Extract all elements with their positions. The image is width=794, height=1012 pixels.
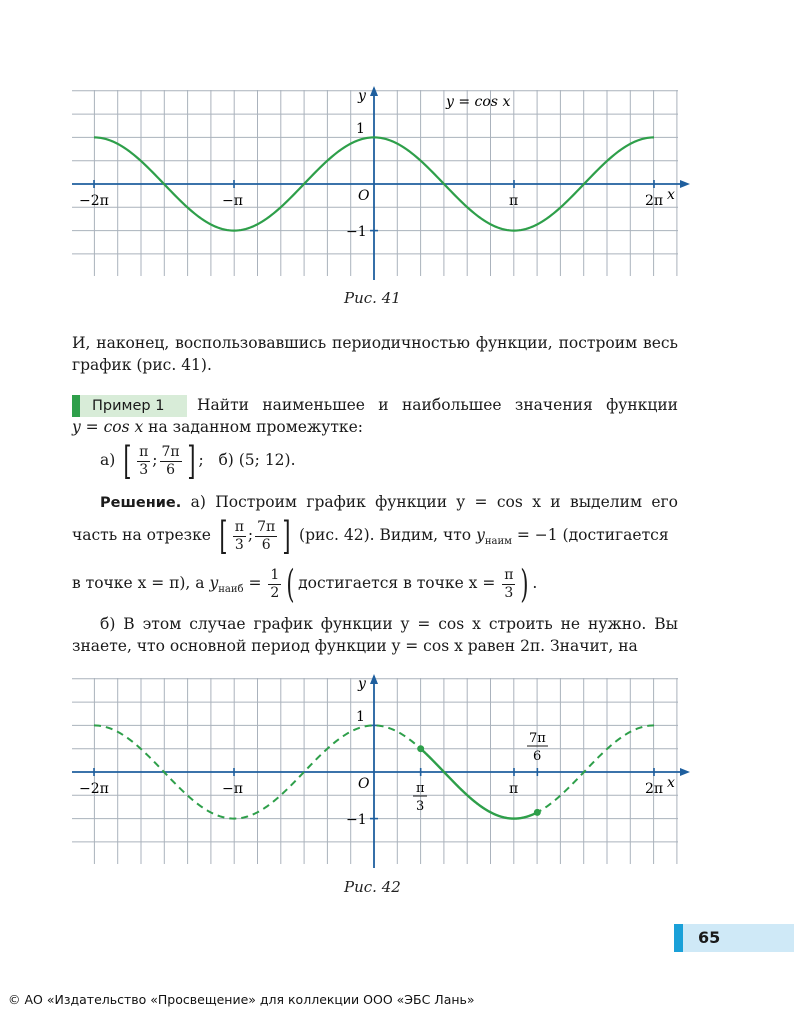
xtick-neg2pi: −2π	[79, 193, 109, 209]
axis-labels	[79, 676, 675, 828]
figure-41-caption: Рис. 41	[344, 289, 401, 307]
page-number-tab	[674, 924, 794, 952]
example-items: а) [ $\frac{\pi}{3}$ ; $\frac{7\pi}{6}$ ] ; б) (5; 12).	[100, 439, 296, 483]
cosine-curve-highlighted	[421, 749, 538, 819]
xtick-negpi: −π	[222, 781, 243, 797]
frac-7pi-6: $\frac{7\pi}{6}$	[161, 443, 180, 478]
point-7pi-6	[534, 809, 541, 816]
xtick-negpi: −π	[222, 193, 243, 209]
point-pi-3	[417, 745, 424, 752]
x-axis-label: x	[667, 187, 675, 203]
solution-label: Решение.	[100, 495, 182, 511]
solution-line3: в точке x = π), а $y_{наиб}$ = $\frac{1}{2}$ ( достигается в точке x = $\frac{\pi}{3}$ ) .	[72, 562, 538, 606]
paragraph-periodicity: И, наконец, воспользовавшись периодичностью функции, построим весь график (рис. 41).	[72, 334, 678, 374]
item-a-label: а)	[100, 451, 116, 469]
x-axis-label: x	[667, 775, 675, 791]
example-task-rest: на заданном промежутке:	[148, 418, 363, 436]
solution-part-b: б) В этом случае график функции y = cos x строить не нужно. Вы знаете, что основной период функции y = cos x равен 2π. Значит, на	[72, 615, 678, 655]
example-task-line1: Найти наименьшее и наибольшее значения функции	[197, 396, 678, 414]
x-axis-arrow	[680, 768, 690, 776]
xtick-7pi6-num: 7π	[529, 731, 546, 746]
ytick-neg1: −1	[346, 812, 367, 828]
y-axis-label: y	[358, 88, 366, 104]
origin-label: O	[358, 188, 370, 204]
origin-label: O	[358, 776, 370, 792]
solution-text-1: а) Построим график функции y = cos x и выделим его	[190, 493, 678, 511]
ytick-1: 1	[356, 121, 365, 137]
example-func: y = cos x	[72, 418, 144, 436]
xtick-2pi: 2π	[645, 781, 664, 797]
xtick-7pi6-den: 6	[533, 749, 542, 764]
xtick-pi: π	[509, 781, 519, 797]
xtick-pi3-den: 3	[416, 799, 425, 814]
item-b: б) (5; 12).	[218, 451, 296, 469]
page-number: 65	[698, 928, 721, 947]
example-label: Пример 1	[72, 395, 187, 417]
xtick-pi: π	[509, 193, 519, 209]
frac-pi-3: $\frac{\pi}{3}$	[139, 443, 149, 478]
figure-42-caption: Рис. 42	[344, 878, 401, 896]
copyright-footer: © АО «Издательство «Просвещение» для коллекции ООО «ЭБС Лань»	[8, 992, 475, 1007]
solution-line2: часть на отрезке [ $\frac{\pi}{3}$ ; $\frac{7\pi}{6}$ ] (рис. 42). Видим, что $y_{наим} = -1$ (достигается	[72, 514, 669, 558]
curve-label: y = cos x	[446, 94, 511, 110]
ytick-neg1: −1	[346, 224, 367, 240]
xtick-neg2pi: −2π	[79, 781, 109, 797]
y-axis-label: y	[358, 676, 366, 692]
ytick-1: 1	[356, 709, 365, 725]
xtick-pi3-num: π	[416, 781, 425, 796]
xtick-2pi: 2π	[645, 193, 664, 209]
